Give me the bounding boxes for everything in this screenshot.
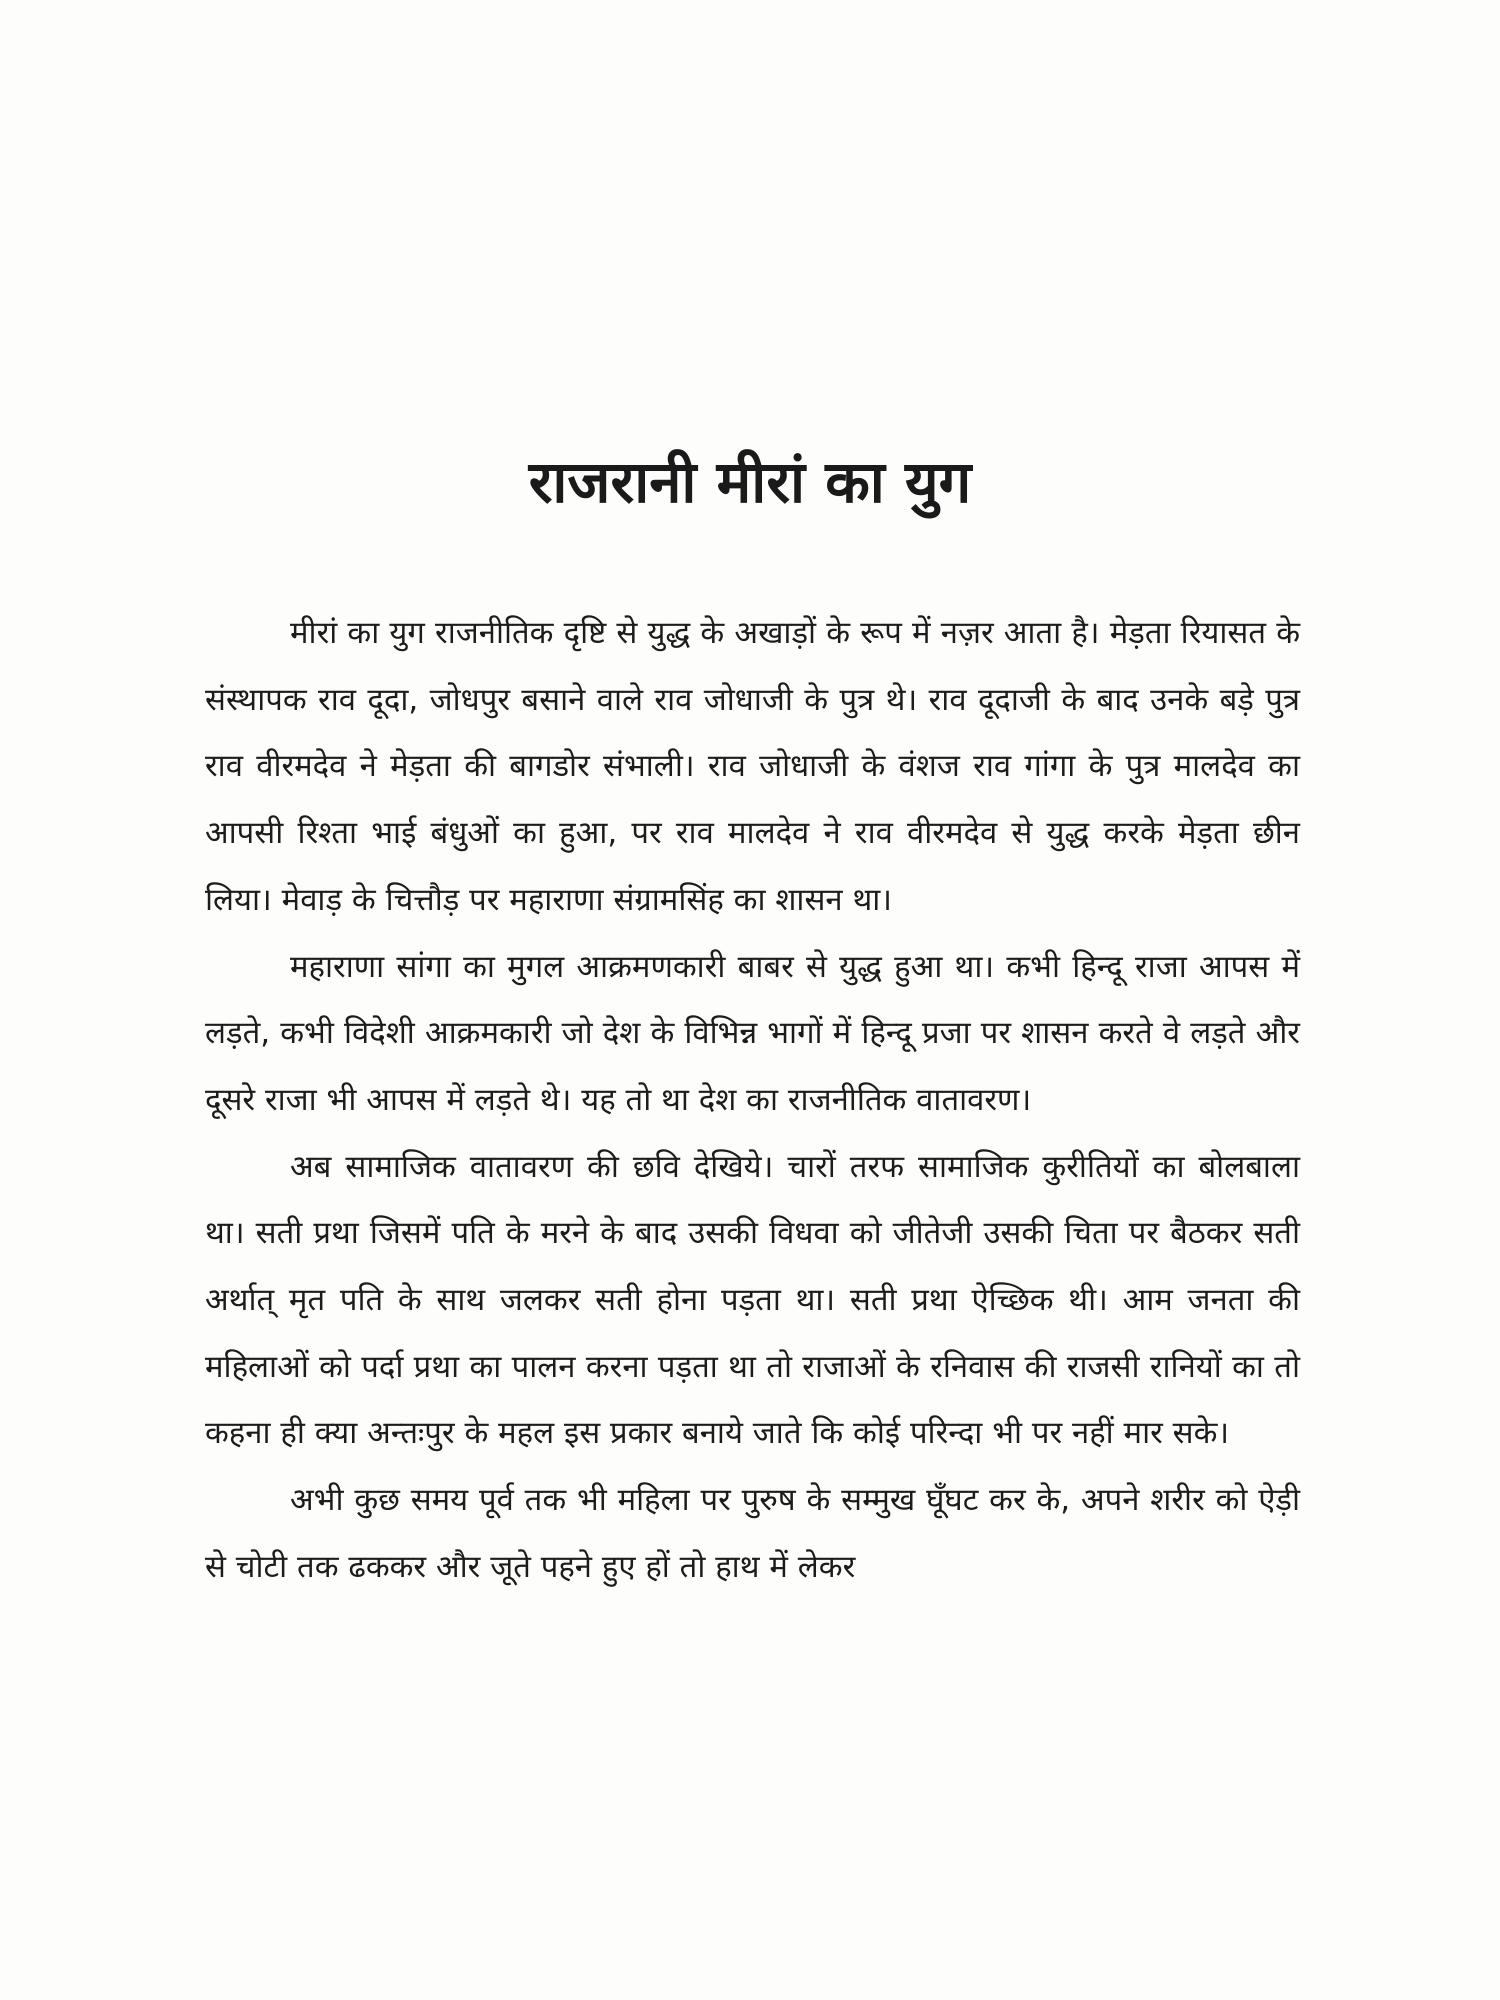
chapter-body: [205, 600, 1300, 1601]
paragraph-wars: महाराणा सांगा का मुगल आक्रमणकारी बाबर से युद्ध हुआ था। कभी हिन्दू राजा आपस में लड़ते, कभी विदेशी आक्रमकारी जो देश के विभिन्न भागों में हिन्दू प्रजा पर शासन करते वे लड़ते और दूसरे राजा भी आपस में लड़ते थे। यह तो था देश का राजनीतिक वातावरण।: [205, 948, 1300, 1118]
chapter-title: राजरानी मीरां का युग: [528, 448, 972, 516]
paragraph-veil-custom: अभी कुछ समय पूर्व तक भी महिला पर पुरुष के सम्मुख घूँघट कर के, अपने शरीर को ऐड़ी से चोटी तक ढककर और जूते पहने हुए हों तो हाथ में लेकर: [205, 1482, 1300, 1585]
paragraph-political-era: मीरां का युग राजनीतिक दृष्टि से युद्ध के अखाड़ों के रूप में नज़र आता है। मेड़ता रियासत के संस्थापक राव दूदा, जोधपुर बसाने वाले राव जोधाजी के पुत्र थे। राव दूदाजी के बाद उनके बड़े पुत्र राव वीरमदेव ने मेड़ता की बागडोर संभाली। राव जोधाजी के वंशज राव गांगा के पुत्र मालदेव का आपसी रिश्ता भाई बंधुओं का हुआ, पर राव मालदेव ने राव वीरमदेव से युद्ध करके मेड़ता छीन लिया। मेवाड़ के चित्तौड़ पर महाराणा संग्रामसिंह का शासन था।: [205, 615, 1300, 918]
paragraph-social-environment: अब सामाजिक वातावरण की छवि देखिये। चारों तरफ सामाजिक कुरीतियों का बोलबाला था। सती प्रथा जिसमें पति के मरने के बाद उसकी विधवा को जीतेजी उसकी चिता पर बैठकर सती अर्थात् मृत पति के साथ जलकर सती होना पड़ता था। सती प्रथा ऐच्छिक थी। आम जनता की महिलाओं को पर्दा प्रथा का पालन करना पड़ता था तो राजाओं के रनिवास की राजसी रानियों का तो कहना ही क्या अन्तःपुर के महल इस प्रकार बनाये जाते कि कोई परिन्दा भी पर नहीं मार सके।: [205, 1148, 1300, 1452]
